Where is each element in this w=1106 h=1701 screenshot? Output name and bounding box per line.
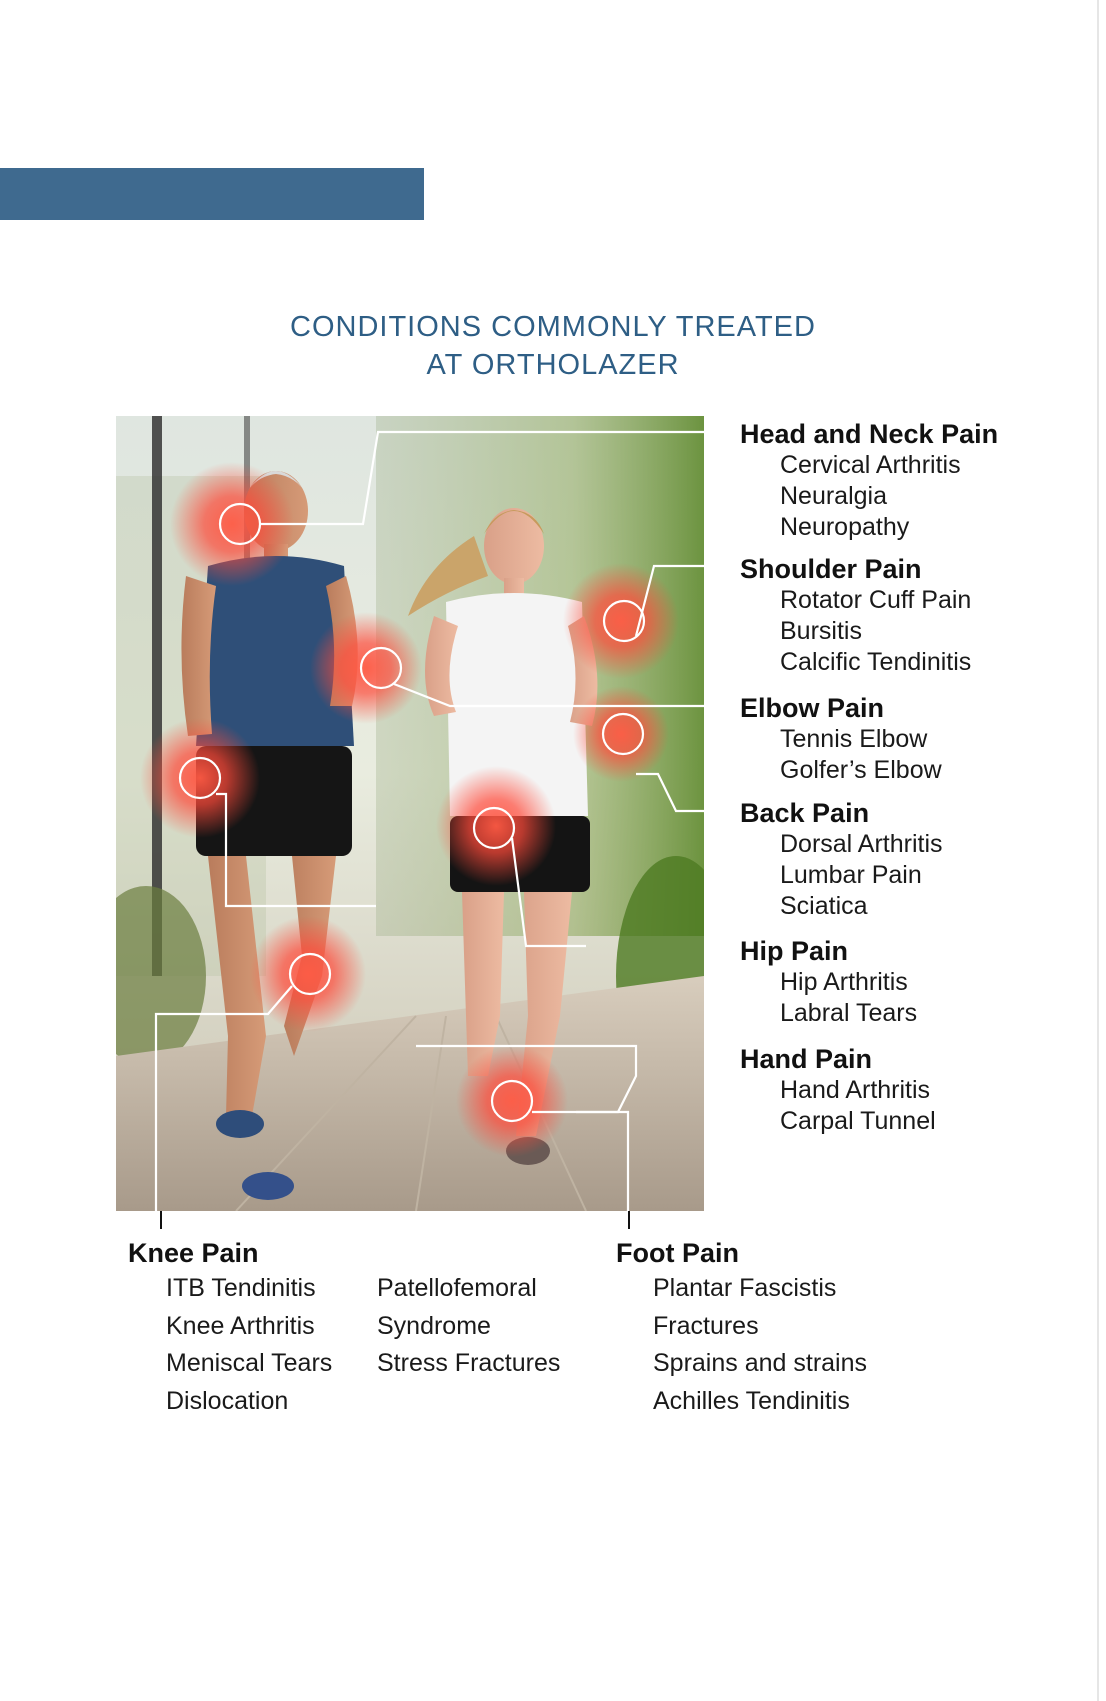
condition-group (740, 797, 943, 922)
hotspot-shoulder (563, 563, 679, 679)
condition-item: Carpal Tunnel (780, 1107, 936, 1135)
condition-group (740, 935, 917, 1029)
condition-item: Labral Tears (780, 999, 918, 1027)
hotspot-hand (573, 686, 669, 782)
condition-heading: Hip Pain (740, 936, 849, 966)
condition-item: Neuralgia (780, 482, 888, 510)
condition-group (740, 553, 971, 678)
hotspot-foot (456, 1045, 568, 1157)
condition-item: Calcific Tendinitis (780, 648, 972, 676)
page-edge-line (1097, 0, 1099, 1701)
condition-group (740, 418, 998, 543)
condition-item: Stress Fractures (377, 1349, 561, 1377)
condition-item: Tennis Elbow (780, 725, 928, 753)
condition-item: Sprains and strains (653, 1349, 868, 1377)
hotspot-elbow (310, 612, 422, 724)
title-line-2: AT ORTHOLAZER (426, 349, 680, 381)
knee-pain-column-1 (166, 1270, 332, 1420)
condition-item: Achilles Tendinitis (653, 1386, 850, 1415)
knee-pain-section (128, 1236, 259, 1270)
condition-item: Hand Arthritis (780, 1076, 931, 1104)
condition-item: Dislocation (166, 1386, 289, 1415)
runners-photo (116, 416, 704, 1211)
foot-pain-list (653, 1270, 867, 1420)
foot-pointer-tick (628, 1211, 630, 1229)
condition-item: Hip Arthritis (780, 968, 908, 996)
condition-item: Lumbar Pain (780, 861, 922, 889)
knee-pain-heading: Knee Pain (128, 1238, 259, 1268)
knee-pain-column-2 (377, 1270, 560, 1383)
condition-heading: Elbow Pain (740, 693, 885, 723)
condition-item: Knee Arthritis (166, 1311, 315, 1340)
condition-item: Syndrome (377, 1311, 491, 1340)
condition-item: Dorsal Arthritis (780, 830, 943, 858)
condition-group (740, 1043, 936, 1137)
condition-item: ITB Tendinitis (166, 1274, 316, 1302)
condition-item: Meniscal Tears (166, 1349, 333, 1377)
condition-heading: Hand Pain (740, 1044, 873, 1074)
condition-item: Fractures (653, 1311, 759, 1340)
knee-pointer-tick (160, 1211, 162, 1229)
title-line-1: CONDITIONS COMMONLY TREATED (290, 311, 816, 343)
page-title (0, 308, 1106, 384)
condition-item: Golfer’s Elbow (780, 756, 942, 784)
condition-item: Bursitis (780, 617, 862, 645)
accent-bar (0, 168, 424, 220)
condition-item: Neuropathy (780, 513, 910, 541)
condition-group (740, 692, 942, 786)
hotspot-back (436, 766, 556, 886)
condition-item: Sciatica (780, 892, 868, 920)
hotspot-hip (140, 718, 260, 838)
condition-heading: Back Pain (740, 798, 870, 828)
condition-heading: Head and Neck Pain (740, 419, 999, 449)
condition-heading: Shoulder Pain (740, 554, 922, 584)
condition-item: Rotator Cuff Pain (780, 586, 972, 614)
condition-item: Patellofemoral (377, 1274, 537, 1302)
condition-item: Plantar Fascistis (653, 1274, 837, 1302)
foot-pain-heading: Foot Pain (616, 1238, 739, 1268)
foot-pain-section (616, 1236, 739, 1270)
condition-item: Cervical Arthritis (780, 451, 961, 479)
